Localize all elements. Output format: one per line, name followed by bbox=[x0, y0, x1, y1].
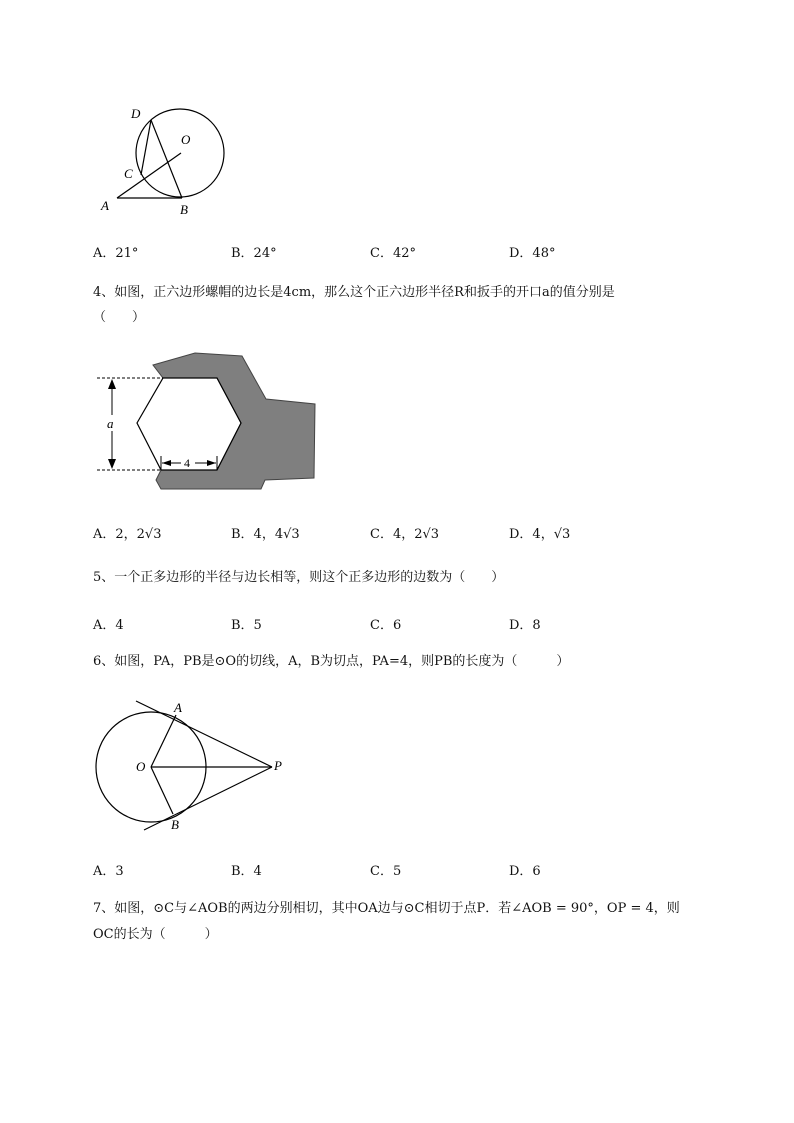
q3-line-dc bbox=[141, 120, 151, 175]
q3-line-db bbox=[151, 120, 182, 198]
q5-option-b[interactable]: B．5 bbox=[231, 618, 262, 633]
q4-option-a[interactable]: A．2，2√3 bbox=[93, 527, 162, 542]
q4-option-b[interactable]: B．4，4√3 bbox=[231, 527, 300, 542]
q3-option-b[interactable]: B．24° bbox=[231, 246, 277, 261]
q4-dim-side-arrow-left bbox=[162, 460, 171, 466]
q3-label-o: O bbox=[181, 132, 191, 147]
q4-dim-a-arrow-up bbox=[108, 379, 116, 389]
q3-option-a[interactable]: A．21° bbox=[93, 246, 139, 261]
q3-circle-figure bbox=[95, 98, 235, 220]
q4-wrench-figure bbox=[93, 348, 325, 492]
q6-option-c[interactable]: C．5 bbox=[370, 864, 402, 879]
q5-option-d[interactable]: D．8 bbox=[509, 618, 541, 633]
q6-option-a[interactable]: A．3 bbox=[93, 864, 124, 879]
q4-dim-side-arrow-right bbox=[207, 460, 216, 466]
q3-label-d: D bbox=[131, 106, 141, 121]
q6-label-p: P bbox=[274, 758, 282, 773]
q3-label-c: C bbox=[124, 166, 133, 181]
q7-stem-line2: OC的长为（ ） bbox=[93, 927, 218, 942]
q6-tangent-pb bbox=[144, 767, 272, 830]
q6-label-b: B bbox=[171, 817, 179, 832]
q4-label-a: a bbox=[107, 416, 114, 431]
q6-label-o: O bbox=[136, 759, 146, 774]
q4-option-c[interactable]: C．4，2√3 bbox=[370, 527, 440, 542]
q6-tangent-figure bbox=[90, 698, 300, 838]
q6-option-b[interactable]: B．4 bbox=[231, 864, 262, 879]
q7-stem-line1: 7、如图，⊙C与∠AOB的两边分别相切，其中OA边与⊙C相切于点P．若∠AOB = 90°，OP = 4，则 bbox=[93, 901, 680, 916]
q4-stem-line2: （ ） bbox=[93, 310, 146, 325]
q4-label-side: 4 bbox=[184, 456, 190, 470]
q4-dim-a-arrow-down bbox=[108, 459, 116, 469]
q6-option-d[interactable]: D．6 bbox=[509, 864, 541, 879]
q6-radius-ob bbox=[151, 767, 173, 814]
q4-wrench-body bbox=[153, 353, 315, 489]
q5-option-c[interactable]: C．6 bbox=[370, 618, 402, 633]
q4-stem-line1: 4、如图，正六边形螺帽的边长是4cm，那么这个正六边形半径R和扳手的开口a的值分别是 bbox=[93, 285, 615, 300]
q3-label-a: A bbox=[101, 198, 109, 213]
q6-stem: 6、如图，PA，PB是⊙O的切线，A，B为切点，PA=4，则PB的长度为（ ） bbox=[93, 654, 570, 669]
q6-radius-oa bbox=[151, 715, 176, 767]
q3-option-c[interactable]: C．42° bbox=[370, 246, 416, 261]
q6-label-a: A bbox=[174, 700, 182, 715]
q5-stem: 5、一个正多边形的半径与边长相等，则这个正多边形的边数为（ ） bbox=[93, 570, 505, 585]
q4-option-d[interactable]: D．4，√3 bbox=[509, 527, 571, 542]
q5-option-a[interactable]: A．4 bbox=[93, 618, 124, 633]
q3-label-b: B bbox=[180, 202, 188, 217]
q3-option-d[interactable]: D．48° bbox=[509, 246, 556, 261]
